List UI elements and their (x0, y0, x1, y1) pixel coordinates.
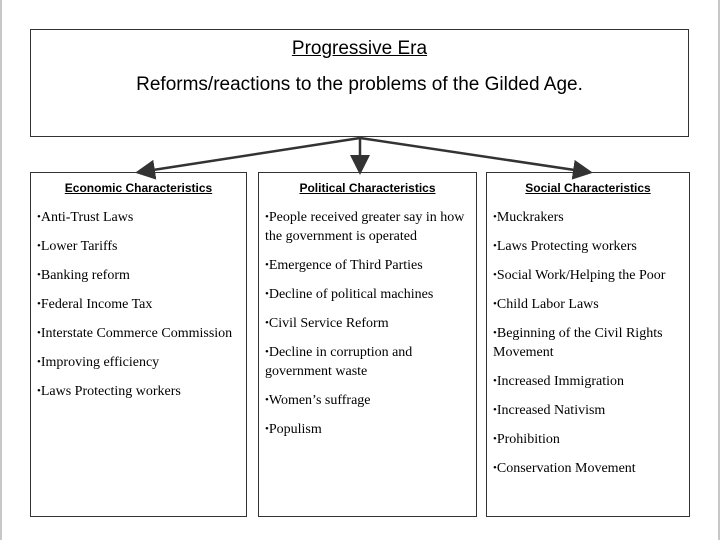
list-item: •Muckrakers (493, 210, 564, 225)
political-column (258, 172, 477, 517)
list-item: •Improving efficiency (37, 355, 160, 370)
social-heading: Social Characteristics (525, 181, 651, 195)
list-item: •Emergence of Third Parties (265, 258, 423, 273)
economic-list (31, 208, 246, 401)
list-item: •Federal Income Tax (37, 297, 153, 312)
list-item: •Decline in corruption and government waste (265, 345, 413, 379)
arrow-to-social (360, 138, 588, 172)
list-item: •Prohibition (493, 432, 560, 447)
economic-heading: Economic Characteristics (64, 181, 213, 195)
arrow-to-economic (140, 138, 360, 172)
list-item: •Increased Immigration (493, 374, 624, 389)
list-item: •Beginning of the Civil Rights Movement (493, 326, 663, 360)
list-item: •Conservation Movement (493, 461, 636, 476)
list-item: •Anti-Trust Laws (37, 210, 134, 225)
list-item: •Increased Nativism (493, 403, 606, 418)
page-subtitle: Reforms/reactions to the problems of the Gilded Age. (136, 74, 583, 95)
social-list (487, 208, 689, 478)
list-item: •Banking reform (37, 268, 130, 283)
economic-column (30, 172, 247, 517)
list-item: •Laws Protecting workers (493, 239, 637, 254)
list-item: •Civil Service Reform (265, 316, 389, 331)
list-item: •Social Work/Helping the Poor (493, 268, 666, 283)
political-list (259, 208, 476, 439)
list-item: •People received greater say in how the government is operated (265, 210, 465, 244)
list-item: •Decline of political machines (265, 287, 434, 302)
political-heading: Political Characteristics (299, 181, 436, 195)
list-item: •Populism (265, 422, 322, 437)
list-item: •Laws Protecting workers (37, 384, 181, 399)
list-item: •Women’s suffrage (265, 393, 371, 408)
social-column (486, 172, 690, 517)
list-item: •Child Labor Laws (493, 297, 599, 312)
list-item: •Interstate Commerce Commission (37, 326, 233, 341)
page-title: Progressive Era (291, 38, 428, 59)
list-item: •Lower Tariffs (37, 239, 118, 254)
